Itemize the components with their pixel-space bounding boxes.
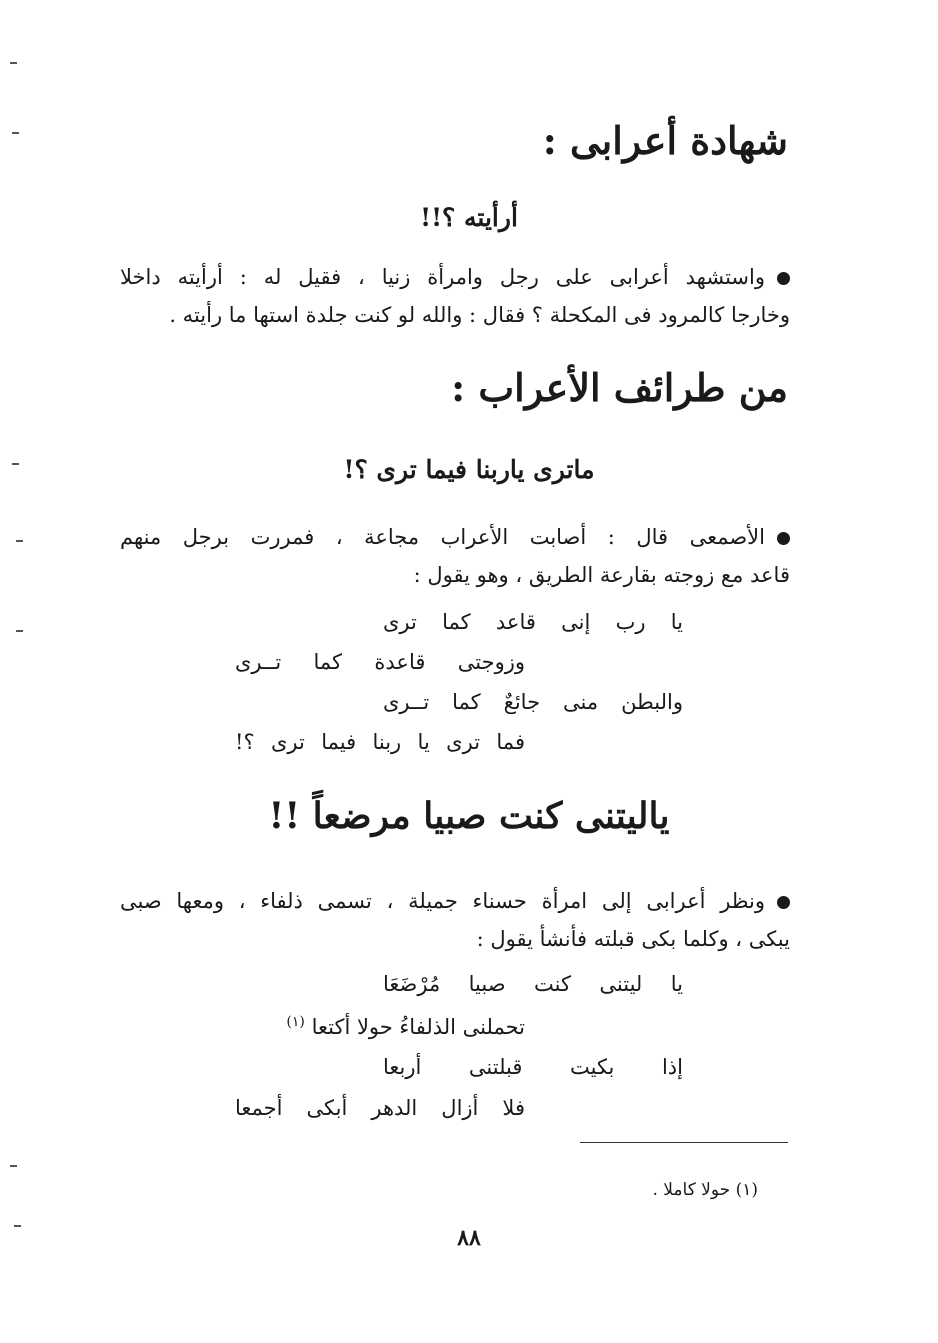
section-heading-bedouin-anecdotes: من طرائف الأعراب : xyxy=(451,365,788,410)
section-subheading-what-do-you-see: ماترى ياربنا فيما ترى ؟! xyxy=(343,455,595,484)
paragraph-dhalfa xyxy=(120,882,790,958)
verse-line: تحملنى الذلفاءُ حولا أكتعا $^{(١)}$ xyxy=(286,1014,525,1039)
section-heading-if-only-i-were-a-baby: ياليتنى كنت صبيا مرضعاً !! xyxy=(268,795,670,837)
paragraph-testimony xyxy=(120,258,790,334)
paragraph-line: قاعد مع زوجته بقارعة الطريق ، وهو يقول : xyxy=(413,563,790,587)
verse-line: يا رب إنى قاعد كما ترى xyxy=(383,610,683,634)
bullet-icon xyxy=(777,532,790,545)
verse-line: والبطن منى جائعٌ كما تــرى xyxy=(383,690,683,714)
paragraph-line: يبكى ، وكلما بكى قبلته فأنشأ يقول : xyxy=(476,927,790,951)
paragraph-asmai xyxy=(120,518,790,594)
paragraph-line: ونظر أعرابى إلى امرأة حسناء جميلة ، تسمى ذلفاء ، ومعها صبى xyxy=(120,882,790,920)
paragraph-line: وخارجا كالمرود فى المكحلة ؟ فقال : والله لو كنت جلدة استها ما رأيته . xyxy=(169,303,790,327)
scan-mark xyxy=(16,630,23,632)
footnote: (١) حولا كاملا . xyxy=(652,1180,758,1200)
verse-line: فلا أزال الدهر أبكى أجمعا xyxy=(235,1096,525,1120)
scan-mark xyxy=(16,540,23,542)
scan-mark xyxy=(10,62,17,64)
section-heading-testimony: شهادة أعرابى : xyxy=(542,118,788,163)
scan-mark xyxy=(12,132,19,134)
page-number: ٨٨ xyxy=(457,1225,481,1251)
verse-line: يا ليتنى كنت صبيا مُرْضَعَا xyxy=(383,972,683,996)
verse-line: وزوجتى قاعدة كما تــرى xyxy=(235,650,525,674)
scan-mark xyxy=(14,1225,21,1227)
section-subheading-did-you-see: أرأيته ؟!! xyxy=(420,203,518,232)
bullet-icon xyxy=(777,896,790,909)
scan-mark xyxy=(12,463,19,465)
scan-mark xyxy=(10,1165,17,1167)
paragraph-line: واستشهد أعرابى على رجل وامرأة زنيا ، فقيل له : أرأيته داخلا xyxy=(120,258,790,296)
footnote-marker: (١) xyxy=(286,1014,305,1030)
bullet-icon xyxy=(777,272,790,285)
verse-line: فما ترى يا ربنا فيما ترى ؟! xyxy=(235,730,525,754)
footnote-divider xyxy=(580,1142,788,1143)
paragraph-line: الأصمعى قال : أصابت الأعراب مجاعة ، فمررت برجل منهم xyxy=(120,518,790,556)
verse-line: إذا بكيت قبلتنى أربعا xyxy=(383,1055,683,1079)
